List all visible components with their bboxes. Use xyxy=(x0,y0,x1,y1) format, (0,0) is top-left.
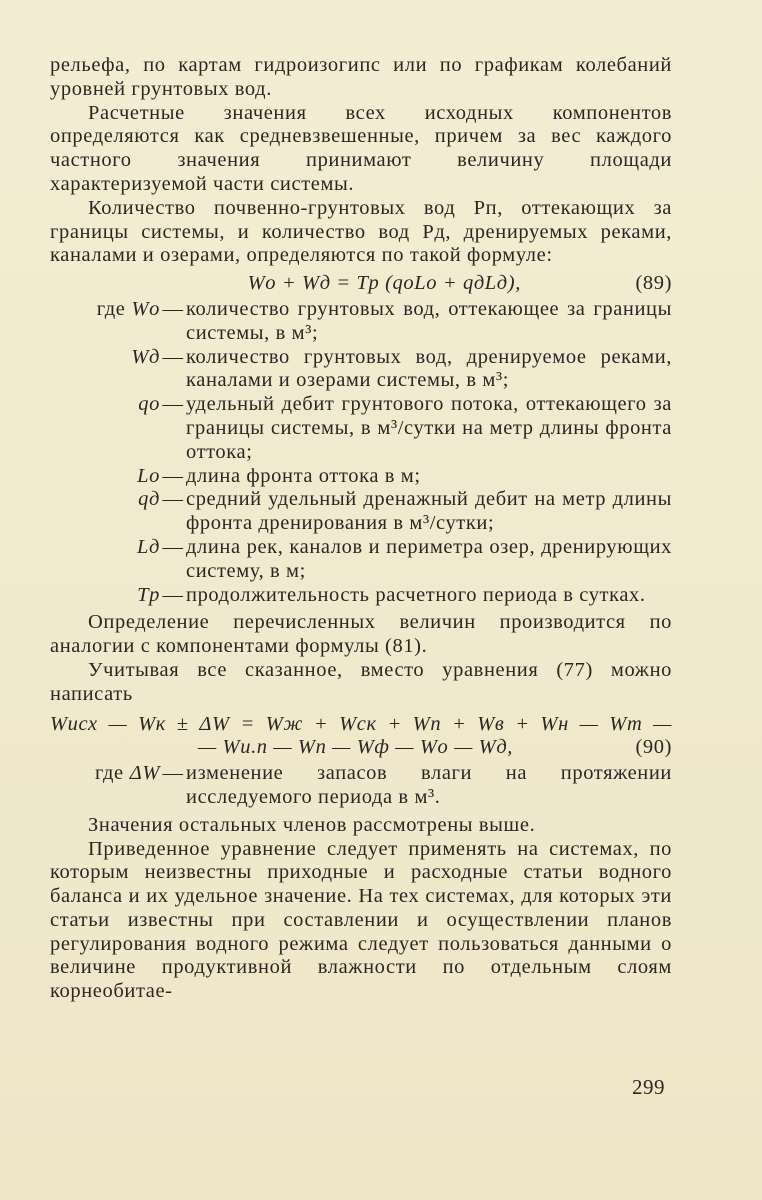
definition-row xyxy=(50,762,672,810)
definition-dash: — xyxy=(162,762,184,785)
definition-symbol: Lд xyxy=(137,535,160,558)
definition-row xyxy=(50,465,672,489)
definitions-list-2 xyxy=(50,762,672,810)
definition-row xyxy=(50,584,672,608)
where-label: где xyxy=(96,297,126,320)
definition-dash: — xyxy=(162,345,184,368)
where-label: где xyxy=(94,762,124,785)
paragraph-application: Приведенное уравнение следует применять на системах, по которым неизвестны приходные и расходные статьи водного баланса и их удельное значение. На тех системах, для которых эти статьи известны при составлении и осуществлении планов регулирования водного режима следует пользоваться данными о величине продуктивной влажности по отдельным слоям корнеобитае- xyxy=(50,837,672,1003)
definition-row xyxy=(50,346,672,394)
definition-text: продолжительность расчетного периода в сутках. xyxy=(186,583,646,606)
formula-90-line-2-row xyxy=(50,736,672,760)
definition-text: длина рек, каналов и периметра озер, дренирующих систему, в м; xyxy=(186,535,672,582)
definition-dash: — xyxy=(162,297,184,320)
text-column xyxy=(50,54,672,1004)
definition-text: количество грунтовых вод, оттекающее за границы системы, в м³; xyxy=(186,297,672,344)
definition-row xyxy=(50,298,672,346)
definition-dash: — xyxy=(162,583,184,606)
definition-symbol: Lо xyxy=(137,464,160,487)
definition-symbol: Wо xyxy=(131,297,160,320)
paragraph-other-terms: Значения остальных членов рассмотрены выше. xyxy=(88,813,536,836)
definition-row xyxy=(50,488,672,536)
definition-text: изменение запасов влаги на протяжении исследуемого периода в м³. xyxy=(186,762,672,808)
formula-90-number: (90) xyxy=(635,736,672,759)
definition-symbol: qд xyxy=(138,488,160,511)
definition-text: средний удельный дренажный дебит на метр длины фронта дренирования в м³/сутки; xyxy=(186,488,672,535)
formula-90-line-2: — Wи.п — Wп — Wф — Wо — Wд, xyxy=(198,736,514,759)
paragraph-drainage-intro: Количество почвенно-грунтовых вод Pп, оттекающих за границы системы, и количество вод Pд, дренируемых реками, каналами и озерами, определяются по такой формуле: xyxy=(50,196,672,267)
paragraph-equation-intro: Учитывая все сказанное, вместо уравнения (77) можно написать xyxy=(50,658,672,705)
definition-text: удельный дебит грунтового потока, оттекающего за границы системы, в м³/сутки на метр длины фронта оттока; xyxy=(186,393,672,463)
definition-symbol: ΔW xyxy=(129,762,160,785)
page-number: 299 xyxy=(632,1075,665,1099)
formula-90 xyxy=(50,713,672,761)
definition-row xyxy=(50,393,672,464)
definition-symbol: Tр xyxy=(137,583,160,606)
definition-dash: — xyxy=(162,535,184,558)
definitions-list xyxy=(50,298,672,607)
definition-text: длина фронта оттока в м; xyxy=(186,464,421,487)
definition-symbol: qо xyxy=(138,393,160,416)
formula-90-line-1: Wисх — Wк ± ΔW = Wж + Wск + Wп + Wв + Wн — Wт — xyxy=(50,712,672,735)
definition-symbol: Wд xyxy=(131,345,160,368)
definition-row xyxy=(50,536,672,584)
paragraph-continuation: рельефа, по картам гидроизогипс или по графикам колебаний уровней грунтовых вод. xyxy=(50,54,672,100)
formula-89-expression: Wо + Wд = Tр (qоLо + qдLд), xyxy=(247,272,521,295)
formula-89 xyxy=(50,272,672,296)
definition-dash: — xyxy=(162,393,184,416)
definition-dash: — xyxy=(162,488,184,511)
definition-dash: — xyxy=(162,464,184,487)
paragraph-weighted-values: Расчетные значения всех исходных компонентов определяются как средневзвешенные, причем за вес каждого частного значения принимают величину площади характеризуемой части системы. xyxy=(50,101,672,195)
paragraph-analogy: Определение перечисленных величин производится по аналогии с компонентами формулы (81). xyxy=(50,611,672,658)
formula-89-number: (89) xyxy=(635,272,672,295)
definition-text: количество грунтовых вод, дренируемое реками, каналами и озерами системы, в м³; xyxy=(186,345,672,392)
